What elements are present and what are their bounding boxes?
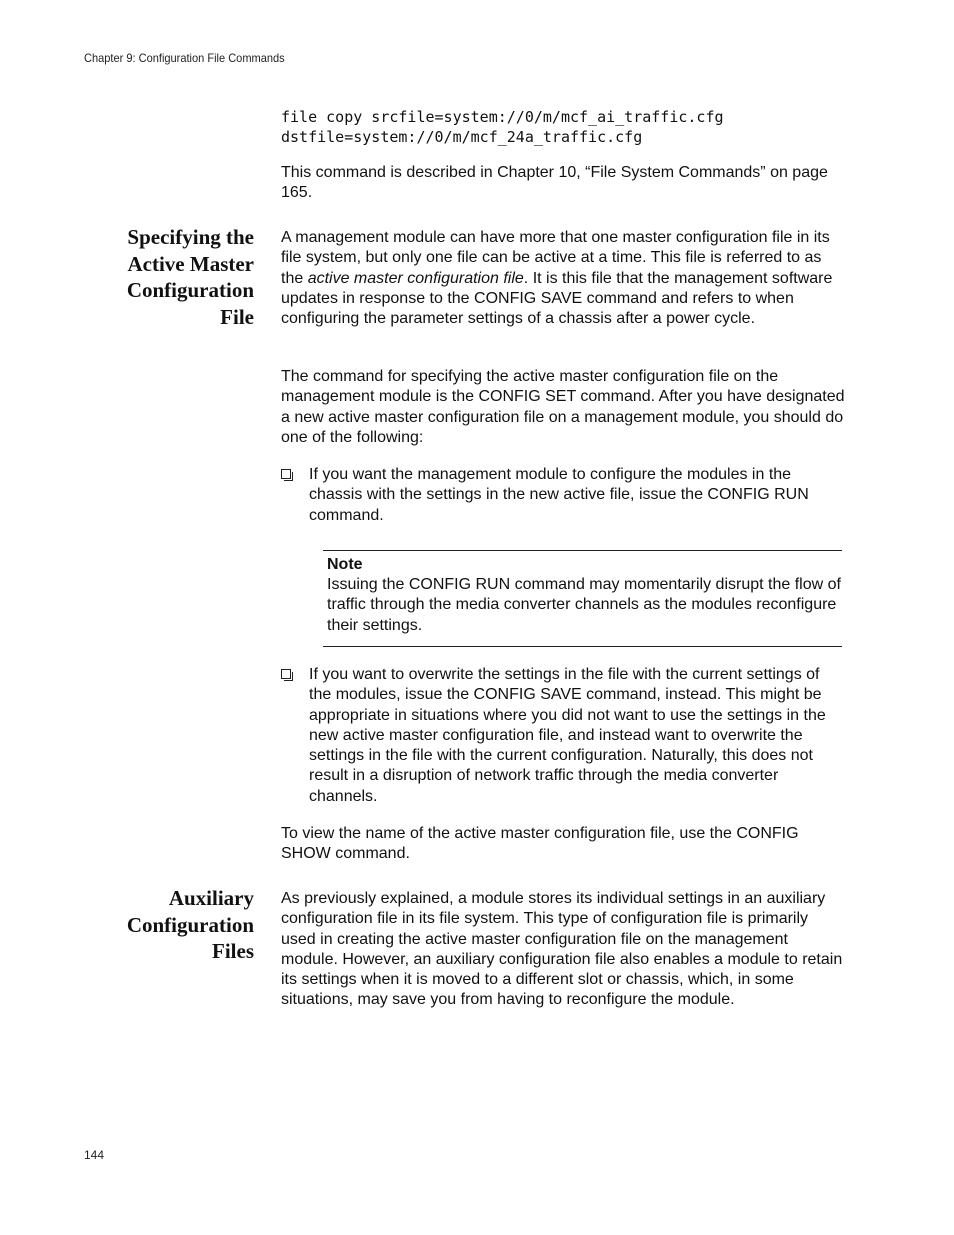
term-active-master-configuration-file: active master configuration file	[307, 269, 524, 287]
intro-paragraph: This command is described in Chapter 10, “File System Commands” on page 165.	[281, 164, 828, 202]
heading-line: Specifying the	[127, 225, 254, 249]
heading-line: Configuration	[126, 912, 254, 937]
list-item-text: If you want to overwrite the settings in the file with the current settings of the modules, issue the CONFIG SAVE command, instead. This might be appropriate in situations where you did not want to use the settings in the new active master configuration file, and instead want to overwrite the settings in the file with the current configuration. Naturally, this does not result in a disruption of network traffic through the media converter channels.	[309, 666, 826, 805]
heading-line: Files	[212, 939, 254, 963]
note-body: Issuing the CONFIG RUN command may momentarily disrupt the flow of traffic through the media converter channels as the modules reconfigure their settings.	[327, 576, 841, 634]
heading-line: Auxiliary	[168, 886, 254, 910]
section-heading-auxiliary	[84, 885, 254, 965]
checkbox-bullet-icon	[281, 469, 291, 479]
list-item	[281, 465, 846, 526]
section-heading-active-master	[84, 224, 254, 330]
heading-line: Active Master	[127, 251, 254, 276]
code-line-1: file copy srcfile=system://0/m/mcf_ai_traffic.cfg	[281, 108, 724, 126]
heading-line: File	[220, 304, 254, 329]
page-number: 144	[84, 1148, 105, 1162]
auxiliary-paragraph-1: As previously explained, a module stores its individual settings in an auxiliary configuration file in its file system. This type of configuration file is primarily used in creating the active master configuration file on the management module. However, an auxiliary configuration file also enables a module to retain its settings when it is moved to a different slot or chassis, which, in some situations, may save you from having to reconfigure the module.	[281, 890, 843, 1009]
para-text: . It is this file that the management software updates in response to the CONFIG SAVE command and refers to when configuring the parameter settings of a chassis after a power cycle.	[281, 269, 833, 328]
list-item	[281, 665, 846, 807]
note-box	[323, 550, 842, 647]
code-block	[281, 107, 724, 147]
checkbox-bullet-icon	[281, 669, 291, 679]
code-line-2: dstfile=system://0/m/mcf_24a_traffic.cfg	[281, 128, 643, 146]
list-item-text: If you want the management module to configure the modules in the chassis with the settings in the new active file, issue the CONFIG RUN command.	[309, 466, 809, 524]
heading-line: Configuration	[126, 278, 254, 302]
active-master-paragraph-3: To view the name of the active master configuration file, use the CONFIG SHOW command.	[281, 825, 799, 863]
active-master-paragraph-2: The command for specifying the active master configuration file on the management module is the CONFIG SET command. After you have designated a new active master configuration file on a management module, you should do one of the following:	[281, 368, 845, 446]
running-header: Chapter 9: Configuration File Commands	[84, 51, 285, 65]
para-text: A management module can have more that one master configuration file in its file system, but only one file can be active at a time. This file is referred to as the	[281, 229, 830, 287]
note-title: Note	[327, 556, 363, 573]
active-master-paragraph-1	[281, 228, 846, 329]
